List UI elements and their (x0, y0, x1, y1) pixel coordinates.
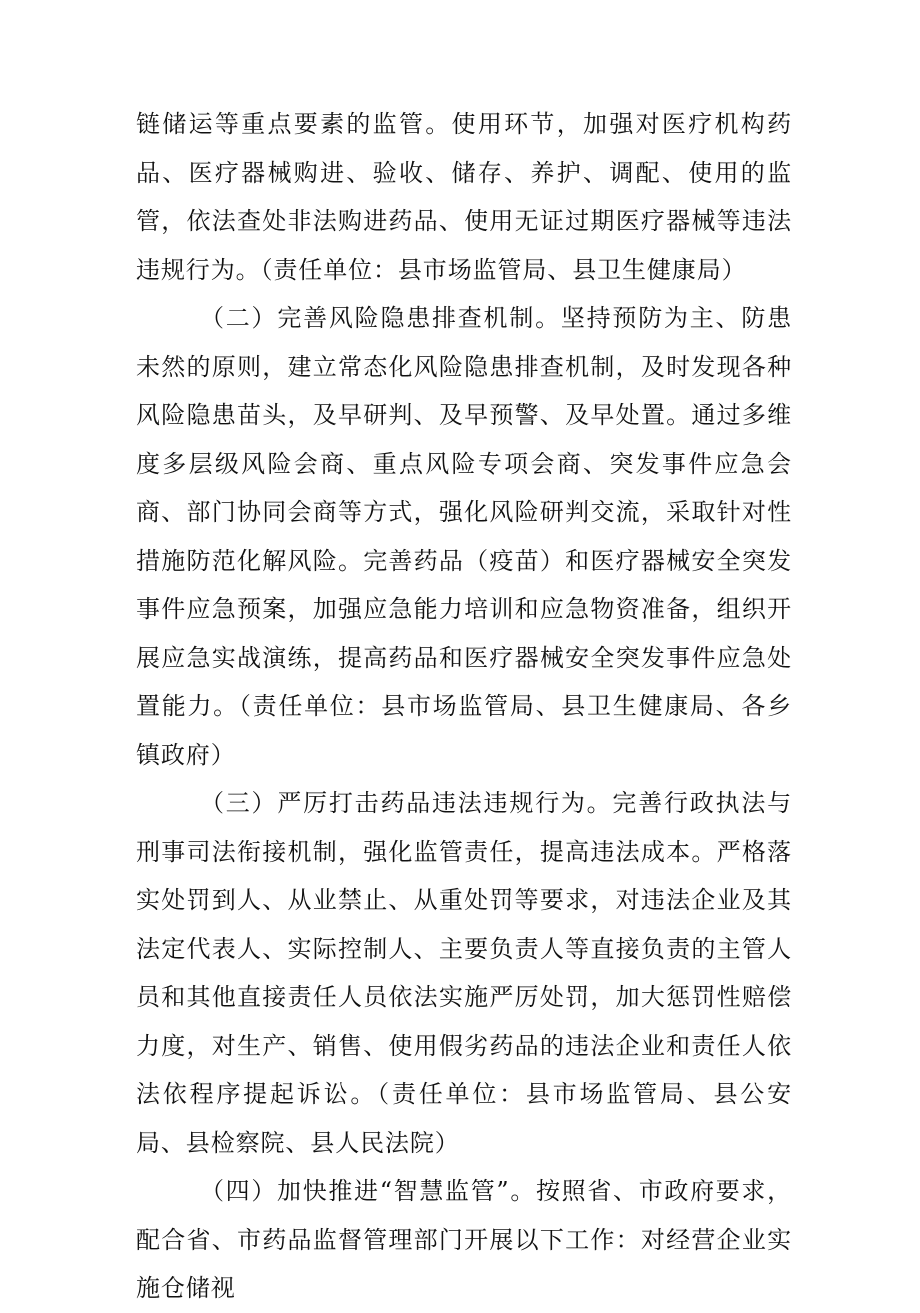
paragraph-smart-supervision: （四）加快推进“智慧监管”。按照省、市政府要求，配合省、市药品监督管理部门开展以下工作：对经营企业实施仓储视 (136, 1177, 792, 1302)
paragraph-risk-screening: （二）完善风险隐患排查机制。坚持预防为主、防患未然的原则，建立常态化风险隐患排查机制，及时发现各种风险隐患苗头，及早研判、及早预警、及早处置。通过多维度多层级风险会商、重点风险专项会商、突发事件应急会商、部门协同会商等方式，强化风险研判交流，采取针对性措施防范化解风险。完善药品（疫苗）和医疗器械安全突发事件应急预案，加强应急能力培训和应急物资准备，组织开展应急实战演练，提高药品和医疗器械安全突发事件应急处置能力。（责任单位：县市场监管局、县卫生健康局、各乡镇政府） (136, 304, 792, 769)
paragraph-crackdown: （三）严厉打击药品违法违规行为。完善行政执法与刑事司法衔接机制，强化监管责任，提高违法成本。严格落实处罚到人、从业禁止、从重处罚等要求，对违法企业及其法定代表人、实际控制人、主要负责人等直接负责的主管人员和其他直接责任人员依法实施严厉处罚，加大惩罚性赔偿力度，对生产、销售、使用假劣药品的违法企业和责任人依法依程序提起诉讼。（责任单位：县市场监管局、县公安局、县检察院、县人民法院） (136, 789, 792, 1157)
document-page (136, 100, 792, 1313)
paragraph-continuation: 链储运等重点要素的监管。使用环节，加强对医疗机构药品、医疗器械购进、验收、储存、养护、调配、使用的监管，依法查处非法购进药品、使用无证过期医疗器械等违法违规行为。（责任单位：县市场监管局、县卫生健康局） (136, 110, 792, 284)
